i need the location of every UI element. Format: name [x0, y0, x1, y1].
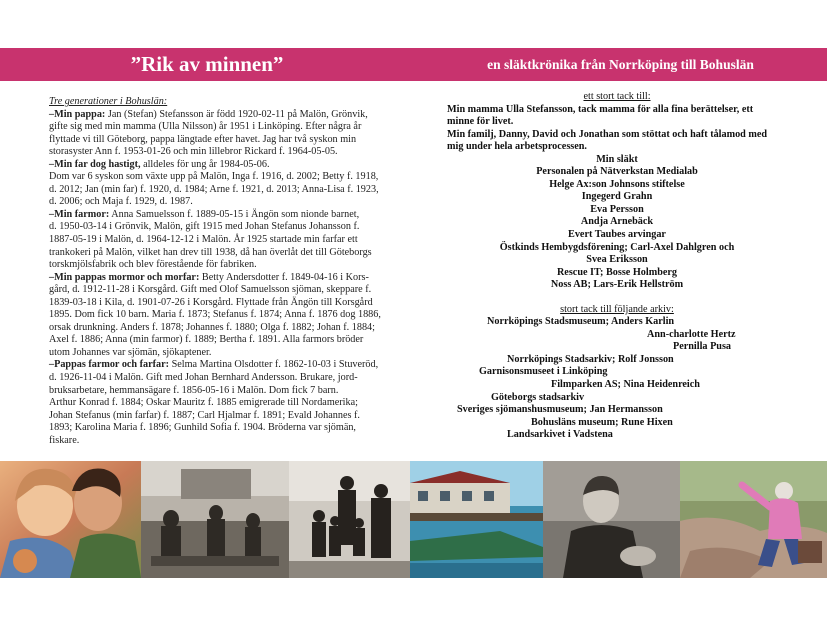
thanks-item: Evert Taubes arvingar	[568, 229, 666, 241]
generations-line	[49, 410, 409, 423]
generations-text	[49, 96, 409, 447]
archive-item: Bohusläns museum; Rune Hixen	[531, 416, 673, 428]
generations-line	[49, 259, 409, 272]
workers-photo	[141, 461, 289, 578]
generations-body	[49, 109, 409, 448]
generations-line	[49, 196, 409, 209]
thanks-intro-line: mig under hela arbetsprocessen.	[447, 141, 587, 153]
generations-heading: Tre generationer i Bohuslän:	[49, 96, 168, 107]
generations-line	[49, 359, 409, 372]
generations-line	[49, 297, 409, 310]
generations-line-text: Arthur Konrad f. 1884; Oskar Mauritz f. 1885 emigrerade till Nordamerika;	[49, 397, 358, 409]
thanks-item: Helge Ax:son Johnsons stiftelse	[549, 178, 685, 190]
generations-line	[49, 146, 409, 159]
book-subtitle: en släktkrönika från Norrköping till Bohuslän	[487, 57, 754, 72]
archive-item: Sveriges sjömanshusmuseum; Jan Hermansson	[457, 404, 663, 416]
generations-line	[49, 334, 409, 347]
generations-line	[49, 109, 409, 122]
thanks-intro-line: Min familj, Danny, David och Jonathan som stöttat och haft tålamod med	[447, 128, 768, 140]
thanks-item: Andja Arnebäck	[580, 216, 654, 228]
generations-line	[49, 397, 409, 410]
archive-item: Garnisonsmuseet i Linköping	[479, 366, 608, 378]
generations-line-text: Johan Stefanus (min farfar) f. 1887; Carl Hjalmar f. 1891; Evald Johannes f.	[49, 409, 360, 421]
family-photo	[289, 461, 410, 578]
thanks-intro	[447, 104, 787, 154]
generations-line	[49, 372, 409, 385]
thanks-item: Ingegerd Grahn	[581, 191, 653, 203]
generations-line	[49, 284, 409, 297]
photo-strip	[0, 461, 827, 578]
generations-line-text: alldeles för ung år 1984-05-06.	[140, 158, 270, 170]
generations-line-lead: –Pappas farmor och farfar:	[49, 359, 170, 371]
generations-line-text: bruksarbetare, hemmansägare f. 1856-05-16 i Malön. Dom fick 7 barn.	[49, 384, 339, 396]
thanks-item: Min släkt	[596, 153, 638, 165]
generations-line-text: 1893; Karolina Maria f. 1896; Gunhild Sofia f. 1904. Bröderna var sjömän,	[49, 422, 356, 434]
generations-line	[49, 309, 409, 322]
thanks-item: Noss AB; Lars-Erik Hellström	[550, 279, 684, 291]
man-portrait-photo	[543, 461, 680, 578]
thanks-item: Svea Eriksson	[586, 254, 648, 266]
generations-line	[49, 247, 409, 260]
archives-heading: stort tack till följande arkiv:	[560, 303, 674, 315]
generations-line	[49, 121, 409, 134]
generations-line-text: Axel f. 1886; Anna (min farmor) f. 1889; Bertha f. 1891. Alla farmors bröder	[49, 334, 364, 346]
woman-on-rocks-photo	[680, 461, 827, 578]
generations-line	[49, 234, 409, 247]
archive-item: Pernilla Pusa	[673, 341, 732, 353]
archive-item: Ann-charlotte Hertz	[647, 328, 736, 340]
generations-line-text: 1887-05-19 i Malön, d. 1964-12-12 i Malön. År 1925 startade min farfar ett	[49, 234, 358, 246]
archive-item: Norrköpings Stadsarkiv; Rolf Jonsson	[507, 353, 674, 365]
generations-line-text: utom Johannes var sjömän, sjökaptener.	[49, 346, 212, 358]
generations-line-text: storasyster Ann f. 1953-01-26 och min lillebror Rickard f. 1964-05-05.	[49, 146, 338, 158]
generations-line	[49, 422, 409, 435]
generations-line-lead: –Min far dog hastigt,	[49, 158, 141, 170]
generations-line-text: fiskare.	[49, 434, 80, 446]
generations-line-text: d. 2012; Jan (min far) f. 1920, d. 1984; Arne f. 1921, d. 2013; Anna-Lisa f. 1923,	[49, 183, 379, 195]
generations-line-text: gifte sig med min mamma (Ulla Nilsson) år 1951 i Linköping. Efter några år	[49, 121, 362, 133]
acknowledgements	[447, 91, 787, 442]
generations-line-text: 1839-03-18 i Kila, d. 1901-07-26 i Korsgård. Flyttade från Ängön till Korsgård	[49, 296, 373, 308]
thanks-item: Östkinds Hembygdsförening; Carl-Axel Dahlgren och	[499, 241, 735, 253]
generations-line	[49, 347, 409, 360]
thanks-item: Rescue IT; Bosse Holmberg	[556, 266, 678, 278]
generations-line-lead: –Min pappa:	[49, 108, 106, 120]
generations-line	[49, 171, 409, 184]
generations-line-text: orsak drunkning. Anders f. 1878; Johannes f. 1880; Olga f. 1882; Johan f. 1884;	[49, 321, 375, 333]
thanks-intro-line: Min mamma Ulla Stefansson, tack mamma för alla fina berättelser, ett	[447, 103, 754, 115]
generations-line-text: gård, d. 1912-11-28 i Korsgård. Gift med Olof Samuelsson sjöman, skeppare f.	[49, 284, 372, 296]
title-band	[0, 48, 827, 81]
harbor-photo	[410, 461, 543, 578]
couple-photo	[0, 461, 141, 578]
archive-item: Filmparken AS; Nina Heidenreich	[551, 379, 700, 391]
generations-line	[49, 184, 409, 197]
generations-line-text: Anna Samuelsson f. 1889-05-15 i Ängön som nionde barnet,	[109, 208, 360, 220]
thanks-list	[447, 154, 787, 292]
generations-line-text: Betty Andersdotter f. 1849-04-16 i Kors-	[199, 271, 369, 283]
generations-line	[49, 209, 409, 222]
generations-line-text: Selma Martina Olsdotter f. 1862-10-03 i Stuveröd,	[169, 359, 379, 371]
generations-line	[49, 221, 409, 234]
generations-line	[49, 385, 409, 398]
generations-line-text: trankokeri på Malön, vilket han drev till 1938, då han överlåt det till Göteborgs	[49, 246, 372, 258]
generations-line	[49, 435, 409, 448]
thanks-item: Personalen på Nätverkstan Medialab	[536, 166, 698, 178]
book-title: ”Rik av minnen”	[130, 52, 284, 76]
archives-list	[447, 316, 787, 441]
generations-line-lead: –Min pappas mormor och morfar:	[49, 271, 200, 283]
archive-item: Norrköpings Stadsmuseum; Anders Karlin	[487, 316, 675, 328]
archive-item: Landsarkivet i Vadstena	[507, 429, 613, 441]
generations-line	[49, 134, 409, 147]
generations-line-text: d. 1950-03-14 i Grönvik, Malön, gift 1915 med Johan Stefanus Johansson f.	[49, 221, 360, 233]
generations-line-text: 1895. Dom fick 10 barn. Maria f. 1873; Stefanus f. 1874; Anna f. 1876 dog 1886,	[49, 309, 381, 321]
generations-line-text: flyttade vi till Göteborg, pappa längtade efter havet. Jag har två syskon min	[49, 133, 357, 145]
generations-line-text: Jan (Stefan) Stefansson är född 1920-02-11 på Malön, Grönvik,	[105, 108, 368, 120]
generations-line-text: d. 1926-11-04 i Malön. Gift med Johan Bernhard Andersson. Brukare, jord-	[49, 372, 358, 384]
archive-item: Göteborgs stadsarkiv	[491, 391, 585, 403]
generations-line-lead: –Min farmor:	[49, 208, 110, 220]
generations-line	[49, 322, 409, 335]
generations-line	[49, 159, 409, 172]
thanks-item: Eva Persson	[590, 203, 644, 215]
generations-line-text: torskmjölsfabrik och blev förestående för fabriken.	[49, 259, 257, 271]
thanks-intro-line: minne för livet.	[447, 116, 514, 128]
generations-line-text: d. 2006; och Maja f. 1929, d. 1987.	[49, 196, 193, 208]
generations-line	[49, 272, 409, 285]
thanks-heading: ett stort tack till:	[583, 91, 651, 102]
generations-line-text: Dom var 6 syskon som växte upp på Malön, Inga f. 1916, d. 2002; Betty f. 1918,	[49, 171, 379, 183]
